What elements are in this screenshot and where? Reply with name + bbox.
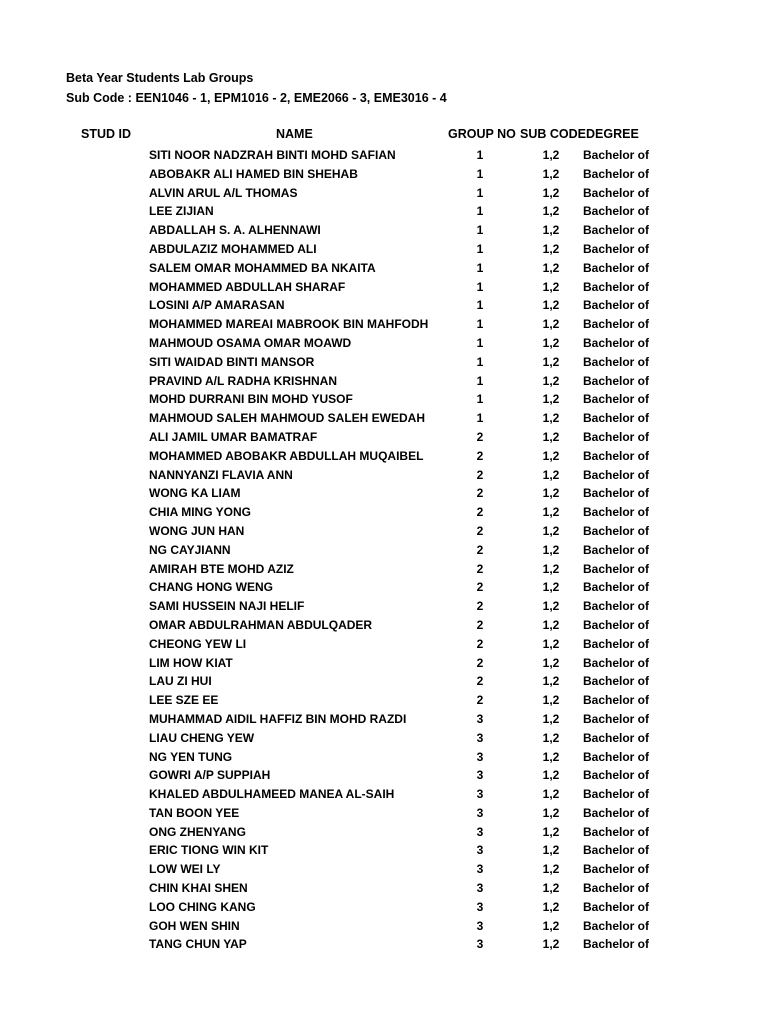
table-row	[0, 898, 768, 917]
cell-degree: Bachelor of	[583, 204, 650, 219]
cell-name: KHALED ABDULHAMEED MANEA AL-SAIH	[149, 787, 395, 802]
cell-degree: Bachelor of	[583, 636, 650, 651]
cell-group-no: 2	[476, 486, 484, 501]
cell-name: LEE ZIJIAN	[149, 204, 214, 219]
header-stud-id: STUD ID	[81, 127, 131, 141]
cell-sub-code: 1,2	[542, 354, 560, 369]
cell-degree: Bachelor of	[583, 881, 650, 896]
cell-name: NG YEN TUNG	[149, 749, 233, 764]
cell-degree: Bachelor of	[583, 599, 650, 614]
cell-sub-code: 1,2	[542, 937, 560, 952]
cell-name: ONG ZHENYANG	[149, 824, 246, 839]
cell-sub-code: 1,2	[542, 561, 560, 576]
cell-group-no: 3	[476, 918, 484, 933]
table-row	[0, 935, 768, 954]
cell-group-no: 3	[476, 805, 484, 820]
cell-name: PRAVIND A/L RADHA KRISHNAN	[149, 373, 338, 388]
cell-group-no: 3	[476, 862, 484, 877]
cell-sub-code: 1,2	[542, 768, 560, 783]
cell-name: WONG JUN HAN	[149, 523, 245, 538]
cell-degree: Bachelor of	[583, 223, 650, 238]
cell-degree: Bachelor of	[583, 241, 650, 256]
cell-sub-code: 1,2	[542, 523, 560, 538]
cell-sub-code: 1,2	[542, 148, 560, 162]
cell-name: ABDALLAH S. A. ALHENNAWI	[149, 223, 321, 238]
cell-degree: Bachelor of	[583, 617, 650, 632]
cell-group-no: 3	[476, 711, 484, 726]
cell-group-no: 2	[476, 448, 484, 463]
cell-degree: Bachelor of	[583, 317, 650, 332]
cell-degree: Bachelor of	[583, 148, 650, 162]
cell-degree: Bachelor of	[583, 749, 650, 764]
table-row	[0, 841, 768, 860]
cell-name: MOHAMMED MAREAI MABROOK BIN MAHFODH	[149, 317, 429, 332]
table-row	[0, 522, 768, 541]
cell-name: LOW WEI LY	[149, 862, 221, 877]
cell-group-no: 3	[476, 768, 484, 783]
table-row	[0, 691, 768, 710]
cell-sub-code: 1,2	[542, 392, 560, 407]
cell-degree: Bachelor of	[583, 542, 650, 557]
cell-degree: Bachelor of	[583, 448, 650, 463]
cell-name: NANNYANZI FLAVIA ANN	[149, 467, 293, 482]
cell-name: ALVIN ARUL A/L THOMAS	[149, 185, 298, 200]
cell-degree: Bachelor of	[583, 674, 650, 689]
cell-name: SALEM OMAR MOHAMMED BA NKAITA	[149, 260, 376, 275]
cell-group-no: 2	[476, 542, 484, 557]
cell-sub-code: 1,2	[542, 486, 560, 501]
table-row	[0, 278, 768, 297]
table-row	[0, 484, 768, 503]
cell-group-no: 1	[476, 298, 484, 313]
table-row	[0, 466, 768, 485]
table-row	[0, 541, 768, 560]
table-row	[0, 860, 768, 879]
cell-degree: Bachelor of	[583, 392, 650, 407]
cell-name: OMAR ABDULRAHMAN ABDULQADER	[149, 617, 373, 632]
cell-group-no: 2	[476, 523, 484, 538]
cell-name: ABOBAKR ALI HAMED BIN SHEHAB	[149, 166, 358, 181]
cell-group-no: 1	[476, 392, 484, 407]
table-row	[0, 766, 768, 785]
table-row	[0, 710, 768, 729]
cell-degree: Bachelor of	[583, 561, 650, 576]
cell-degree: Bachelor of	[583, 655, 650, 670]
cell-sub-code: 1,2	[542, 411, 560, 426]
cell-name: MUHAMMAD AIDIL HAFFIZ BIN MOHD RAZDI	[149, 711, 407, 726]
cell-group-no: 2	[476, 655, 484, 670]
cell-name: TANG CHUN YAP	[149, 937, 247, 952]
cell-degree: Bachelor of	[583, 899, 650, 914]
table-row	[0, 879, 768, 898]
header-name: NAME	[276, 127, 313, 141]
table-row	[0, 447, 768, 466]
cell-degree: Bachelor of	[583, 260, 650, 275]
cell-sub-code: 1,2	[542, 223, 560, 238]
table-row	[0, 635, 768, 654]
cell-group-no: 3	[476, 787, 484, 802]
cell-name: LIM HOW KIAT	[149, 655, 233, 670]
table-row	[0, 917, 768, 936]
cell-sub-code: 1,2	[542, 805, 560, 820]
table-row	[0, 503, 768, 522]
cell-degree: Bachelor of	[583, 523, 650, 538]
cell-sub-code: 1,2	[542, 617, 560, 632]
cell-name: AMIRAH BTE MOHD AZIZ	[149, 561, 294, 576]
cell-group-no: 3	[476, 730, 484, 745]
cell-degree: Bachelor of	[583, 580, 650, 595]
table-row	[0, 748, 768, 767]
cell-sub-code: 1,2	[542, 542, 560, 557]
table-row	[0, 804, 768, 823]
cell-degree: Bachelor of	[583, 279, 650, 294]
cell-group-no: 1	[476, 279, 484, 294]
cell-group-no: 2	[476, 599, 484, 614]
table-row	[0, 823, 768, 842]
table-row	[0, 334, 768, 353]
cell-group-no: 1	[476, 148, 484, 162]
cell-group-no: 1	[476, 411, 484, 426]
cell-group-no: 3	[476, 899, 484, 914]
cell-sub-code: 1,2	[542, 185, 560, 200]
cell-sub-code: 1,2	[542, 824, 560, 839]
cell-degree: Bachelor of	[583, 768, 650, 783]
cell-sub-code: 1,2	[542, 674, 560, 689]
cell-group-no: 3	[476, 881, 484, 896]
cell-sub-code: 1,2	[542, 204, 560, 219]
cell-degree: Bachelor of	[583, 787, 650, 802]
cell-name: SITI WAIDAD BINTI MANSOR	[149, 354, 315, 369]
cell-group-no: 2	[476, 674, 484, 689]
cell-sub-code: 1,2	[542, 505, 560, 520]
cell-name: CHANG HONG WENG	[149, 580, 273, 595]
cell-degree: Bachelor of	[583, 298, 650, 313]
cell-sub-code: 1,2	[542, 711, 560, 726]
cell-name: LOO CHING KANG	[149, 899, 256, 914]
table-row	[0, 560, 768, 579]
cell-sub-code: 1,2	[542, 693, 560, 708]
cell-degree: Bachelor of	[583, 185, 650, 200]
cell-name: ABDULAZIZ MOHAMMED ALI	[149, 241, 317, 256]
cell-degree: Bachelor of	[583, 805, 650, 820]
table-header	[0, 127, 768, 145]
table-row	[0, 729, 768, 748]
cell-group-no: 1	[476, 260, 484, 275]
cell-degree: Bachelor of	[583, 843, 650, 858]
cell-group-no: 2	[476, 467, 484, 482]
cell-sub-code: 1,2	[542, 749, 560, 764]
cell-degree: Bachelor of	[583, 411, 650, 426]
cell-degree: Bachelor of	[583, 862, 650, 877]
cell-name: LIAU CHENG YEW	[149, 730, 255, 745]
header-group-no: GROUP NO	[448, 127, 516, 141]
sub-code-line: Sub Code : EEN1046 - 1, EPM1016 - 2, EME2066 - 3, EME3016 - 4	[66, 91, 447, 105]
cell-name: MAHMOUD SALEH MAHMOUD SALEH EWEDAH	[149, 411, 425, 426]
table-row	[0, 654, 768, 673]
cell-group-no: 1	[476, 223, 484, 238]
table-row	[0, 202, 768, 221]
cell-name: GOWRI A/P SUPPIAH	[149, 768, 271, 783]
cell-group-no: 1	[476, 354, 484, 369]
cell-name: MOHD DURRANI BIN MOHD YUSOF	[149, 392, 353, 407]
table-row	[0, 184, 768, 203]
table-row	[0, 785, 768, 804]
cell-degree: Bachelor of	[583, 373, 650, 388]
table-row	[0, 259, 768, 278]
table-row	[0, 353, 768, 372]
cell-sub-code: 1,2	[542, 373, 560, 388]
table-row	[0, 165, 768, 184]
cell-sub-code: 1,2	[542, 241, 560, 256]
cell-sub-code: 1,2	[542, 335, 560, 350]
cell-degree: Bachelor of	[583, 354, 650, 369]
cell-name: ERIC TIONG WIN KIT	[149, 843, 269, 858]
cell-group-no: 1	[476, 373, 484, 388]
cell-degree: Bachelor of	[583, 824, 650, 839]
table-row	[0, 315, 768, 334]
cell-sub-code: 1,2	[542, 166, 560, 181]
header-degree: DEGREE	[586, 127, 639, 141]
cell-degree: Bachelor of	[583, 335, 650, 350]
cell-name: NG CAYJIANN	[149, 542, 231, 557]
cell-group-no: 2	[476, 505, 484, 520]
cell-name: SITI NOOR NADZRAH BINTI MOHD SAFIAN	[149, 148, 396, 162]
cell-name: CHEONG YEW LI	[149, 636, 247, 651]
table-row	[0, 296, 768, 315]
cell-degree: Bachelor of	[583, 693, 650, 708]
cell-sub-code: 1,2	[542, 448, 560, 463]
cell-name: CHIA MING YONG	[149, 505, 252, 520]
document-title: Beta Year Students Lab Groups	[66, 71, 254, 85]
cell-name: SAMI HUSSEIN NAJI HELIF	[149, 599, 305, 614]
cell-name: CHIN KHAI SHEN	[149, 881, 248, 896]
cell-name: TAN BOON YEE	[149, 805, 240, 820]
table-row	[0, 390, 768, 409]
cell-degree: Bachelor of	[583, 937, 650, 952]
cell-degree: Bachelor of	[583, 505, 650, 520]
table-row	[0, 372, 768, 391]
cell-sub-code: 1,2	[542, 429, 560, 444]
cell-group-no: 1	[476, 241, 484, 256]
cell-group-no: 2	[476, 693, 484, 708]
cell-sub-code: 1,2	[542, 467, 560, 482]
cell-name: LOSINI A/P AMARASAN	[149, 298, 285, 313]
cell-group-no: 3	[476, 937, 484, 952]
cell-name: GOH WEN SHIN	[149, 918, 240, 933]
table-row	[0, 597, 768, 616]
cell-sub-code: 1,2	[542, 279, 560, 294]
cell-name: WONG KA LIAM	[149, 486, 241, 501]
cell-sub-code: 1,2	[542, 899, 560, 914]
cell-sub-code: 1,2	[542, 317, 560, 332]
cell-group-no: 2	[476, 580, 484, 595]
cell-degree: Bachelor of	[583, 467, 650, 482]
cell-sub-code: 1,2	[542, 260, 560, 275]
cell-name: ALI JAMIL UMAR BAMATRAF	[149, 429, 318, 444]
cell-group-no: 3	[476, 843, 484, 858]
cell-group-no: 2	[476, 429, 484, 444]
cell-sub-code: 1,2	[542, 862, 560, 877]
cell-degree: Bachelor of	[583, 918, 650, 933]
cell-degree: Bachelor of	[583, 166, 650, 181]
cell-name: MOHAMMED ABDULLAH SHARAF	[149, 279, 346, 294]
cell-sub-code: 1,2	[542, 881, 560, 896]
table-row	[0, 616, 768, 635]
table-row	[0, 240, 768, 259]
cell-degree: Bachelor of	[583, 429, 650, 444]
cell-group-no: 1	[476, 185, 484, 200]
table-row	[0, 428, 768, 447]
cell-sub-code: 1,2	[542, 918, 560, 933]
cell-group-no: 2	[476, 561, 484, 576]
table-body	[0, 146, 768, 954]
cell-name: LEE SZE EE	[149, 693, 219, 708]
cell-name: LAU ZI HUI	[149, 674, 212, 689]
cell-group-no: 1	[476, 166, 484, 181]
cell-name: MOHAMMED ABOBAKR ABDULLAH MUQAIBEL	[149, 448, 424, 463]
cell-sub-code: 1,2	[542, 787, 560, 802]
header-sub-code: SUB CODE	[520, 127, 586, 141]
cell-group-no: 2	[476, 636, 484, 651]
cell-name: MAHMOUD OSAMA OMAR MOAWD	[149, 335, 352, 350]
cell-degree: Bachelor of	[583, 711, 650, 726]
cell-group-no: 3	[476, 749, 484, 764]
cell-sub-code: 1,2	[542, 636, 560, 651]
cell-group-no: 1	[476, 317, 484, 332]
cell-group-no: 1	[476, 335, 484, 350]
cell-group-no: 1	[476, 204, 484, 219]
table-row	[0, 672, 768, 691]
cell-sub-code: 1,2	[542, 843, 560, 858]
cell-sub-code: 1,2	[542, 580, 560, 595]
cell-degree: Bachelor of	[583, 486, 650, 501]
cell-sub-code: 1,2	[542, 730, 560, 745]
table-row	[0, 221, 768, 240]
cell-group-no: 2	[476, 617, 484, 632]
cell-degree: Bachelor of	[583, 730, 650, 745]
cell-sub-code: 1,2	[542, 599, 560, 614]
table-row	[0, 409, 768, 428]
table-row	[0, 578, 768, 597]
cell-group-no: 3	[476, 824, 484, 839]
cell-sub-code: 1,2	[542, 655, 560, 670]
cell-sub-code: 1,2	[542, 298, 560, 313]
table-row	[0, 146, 768, 165]
